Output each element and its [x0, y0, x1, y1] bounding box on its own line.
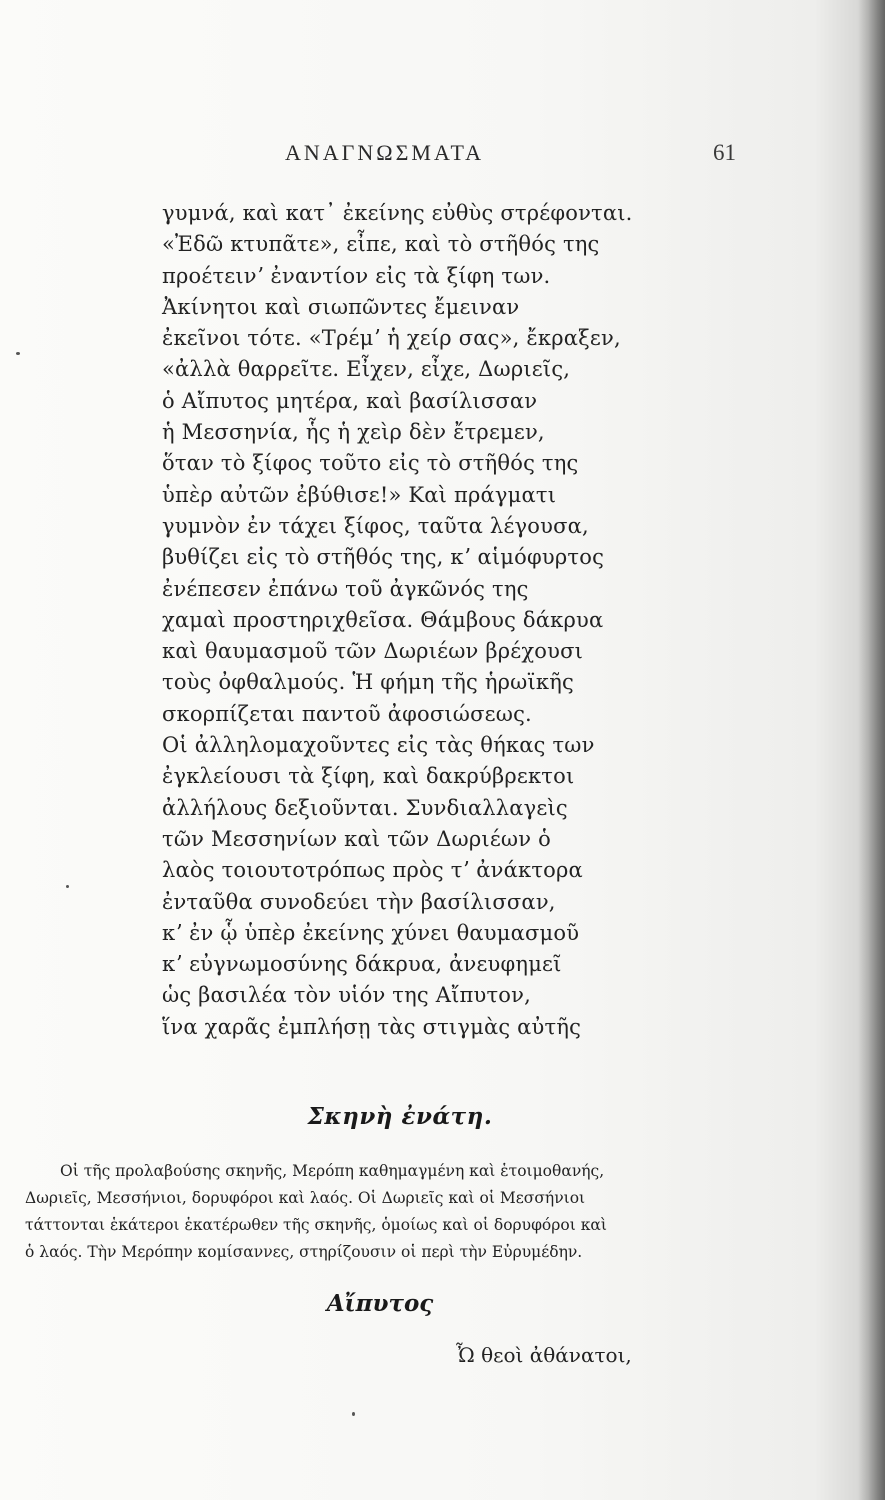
- verse-line: Οἱ ἀλληλομαχοῦντες εἰς τὰς θήκας των: [162, 733, 595, 758]
- verse-line: ἐκεῖνοι τότε. «Τρέμʼ ἡ χείρ σας», ἔκραξεν,: [162, 326, 621, 351]
- verse-block: [162, 198, 632, 1043]
- verse-line: γυμνὸν ἐν τάχει ξίφος, ταῦτα λέγουσα,: [162, 513, 589, 538]
- stage-direction-line: τάττονται ἑκάτεροι ἑκατέρωθεν τῆς σκηνῆς, ὁμοίως καὶ οἱ δορυφόροι καὶ: [25, 1216, 607, 1234]
- verse-line: «ἀλλὰ θαρρεῖτε. Εἶχεν, εἶχε, Δωριεῖς,: [162, 357, 571, 382]
- page-edge-shadow: [857, 0, 885, 1500]
- verse-line: βυθίζει εἰς τὸ στῆθός της, κʼ αἱμόφυρτος: [162, 545, 605, 570]
- verse-line: ὡς βασιλέα τὸν υἱόν της Αἴπυτον,: [162, 983, 531, 1008]
- speech-line: Ὦ θεοὶ ἀθάνατοι,: [456, 1343, 632, 1367]
- verse-line: κʼ ἐν ᾧ ὑπὲρ ἐκείνης χύνει θαυμασμοῦ: [162, 920, 580, 945]
- print-speck: [16, 352, 20, 355]
- verse-line: ἐνέπεσεν ἐπάνω τοῦ ἀγκῶνός της: [162, 576, 529, 601]
- verse-line: ὅταν τὸ ξίφος τοῦτο εἰς τὸ στῆθός της: [162, 451, 579, 476]
- verse-line: ὑπὲρ αὐτῶν ἐβύθισε!» Καὶ πράγματι: [162, 482, 557, 507]
- verse-line: ἐνταῦθα συνοδεύει τὴν βασίλισσαν,: [162, 889, 556, 914]
- running-title: ΑΝΑΓΝΩΣΜΑΤΑ: [285, 140, 485, 165]
- verse-line: κʼ εὐγνωμοσύνης δάκρυα, ἀνευφημεῖ: [162, 952, 562, 977]
- verse-line: ἐγκλείουσι τὰ ξίφη, καὶ δακρύβρεκτοι: [162, 764, 575, 789]
- verse-line: «Ἐδῶ κτυπᾶτε», εἶπε, καὶ τὸ στῆθός της: [162, 232, 600, 257]
- verse-line: Ἀκίνητοι καὶ σιωπῶντες ἔμειναν: [162, 294, 520, 319]
- stage-direction-line: Οἱ τῆς προλαβούσης σκηνῆς, Μερόπη καθημαγμένη καὶ ἑτοιμοθανής,: [60, 1162, 605, 1180]
- running-head: [0, 140, 885, 170]
- verse-line: σκορπίζεται παντοῦ ἀφοσιώσεως.: [162, 701, 532, 726]
- verse-line: ἡ Μεσσηνία, ἧς ἡ χεὶρ δὲν ἔτρεμεν,: [162, 420, 545, 445]
- page-number: 61: [713, 140, 736, 165]
- scene-heading: Σκηνὴ ἐνάτη.: [307, 1103, 493, 1130]
- stage-direction-line: Δωριεῖς, Μεσσήνιοι, δορυφόροι καὶ λαός. Οἱ Δωριεῖς καὶ οἱ Μεσσήνιοι: [25, 1189, 586, 1207]
- verse-line: ἵνα χαρᾶς ἐμπλήσῃ τὰς στιγμὰς αὐτῆς: [162, 1014, 582, 1039]
- stage-direction-line: ὁ λαός. Τὴν Μερόπην κομίσαννες, στηρίζουσιν οἱ περὶ τὴν Εὐρυμέδην.: [25, 1243, 583, 1261]
- verse-line: τῶν Μεσσηνίων καὶ τῶν Δωριέων ὁ: [162, 826, 551, 851]
- verse-line: λαὸς τοιουτοτρόπως πρὸς τʼ ἀνάκτορα: [162, 858, 583, 883]
- print-speck: [66, 885, 69, 888]
- verse-line: καὶ θαυμασμοῦ τῶν Δωριέων βρέχουσι: [162, 639, 584, 664]
- verse-line: ὁ Αἴπυτος μητέρα, καὶ βασίλισσαν: [162, 388, 538, 413]
- verse-line: τοὺς ὀφθαλμούς. Ἡ φήμη τῆς ἡρωϊκῆς: [162, 670, 575, 695]
- verse-line: ἀλλήλους δεξιοῦνται. Συνδιαλλαγεὶς: [162, 795, 568, 820]
- verse-line: προέτεινʼ ἐναντίον εἰς τὰ ξίφη των.: [162, 263, 551, 288]
- stage-direction: [25, 1158, 770, 1266]
- verse-line: γυμνά, καὶ κατ᾽ ἐκείνης εὐθὺς στρέφονται.: [162, 201, 633, 225]
- verse-line: χαμαὶ προστηριχθεῖσα. Θάμβους δάκρυα: [162, 607, 604, 632]
- print-speck: [352, 1412, 355, 1416]
- speaker-name: Αἴπυτος: [326, 1290, 434, 1317]
